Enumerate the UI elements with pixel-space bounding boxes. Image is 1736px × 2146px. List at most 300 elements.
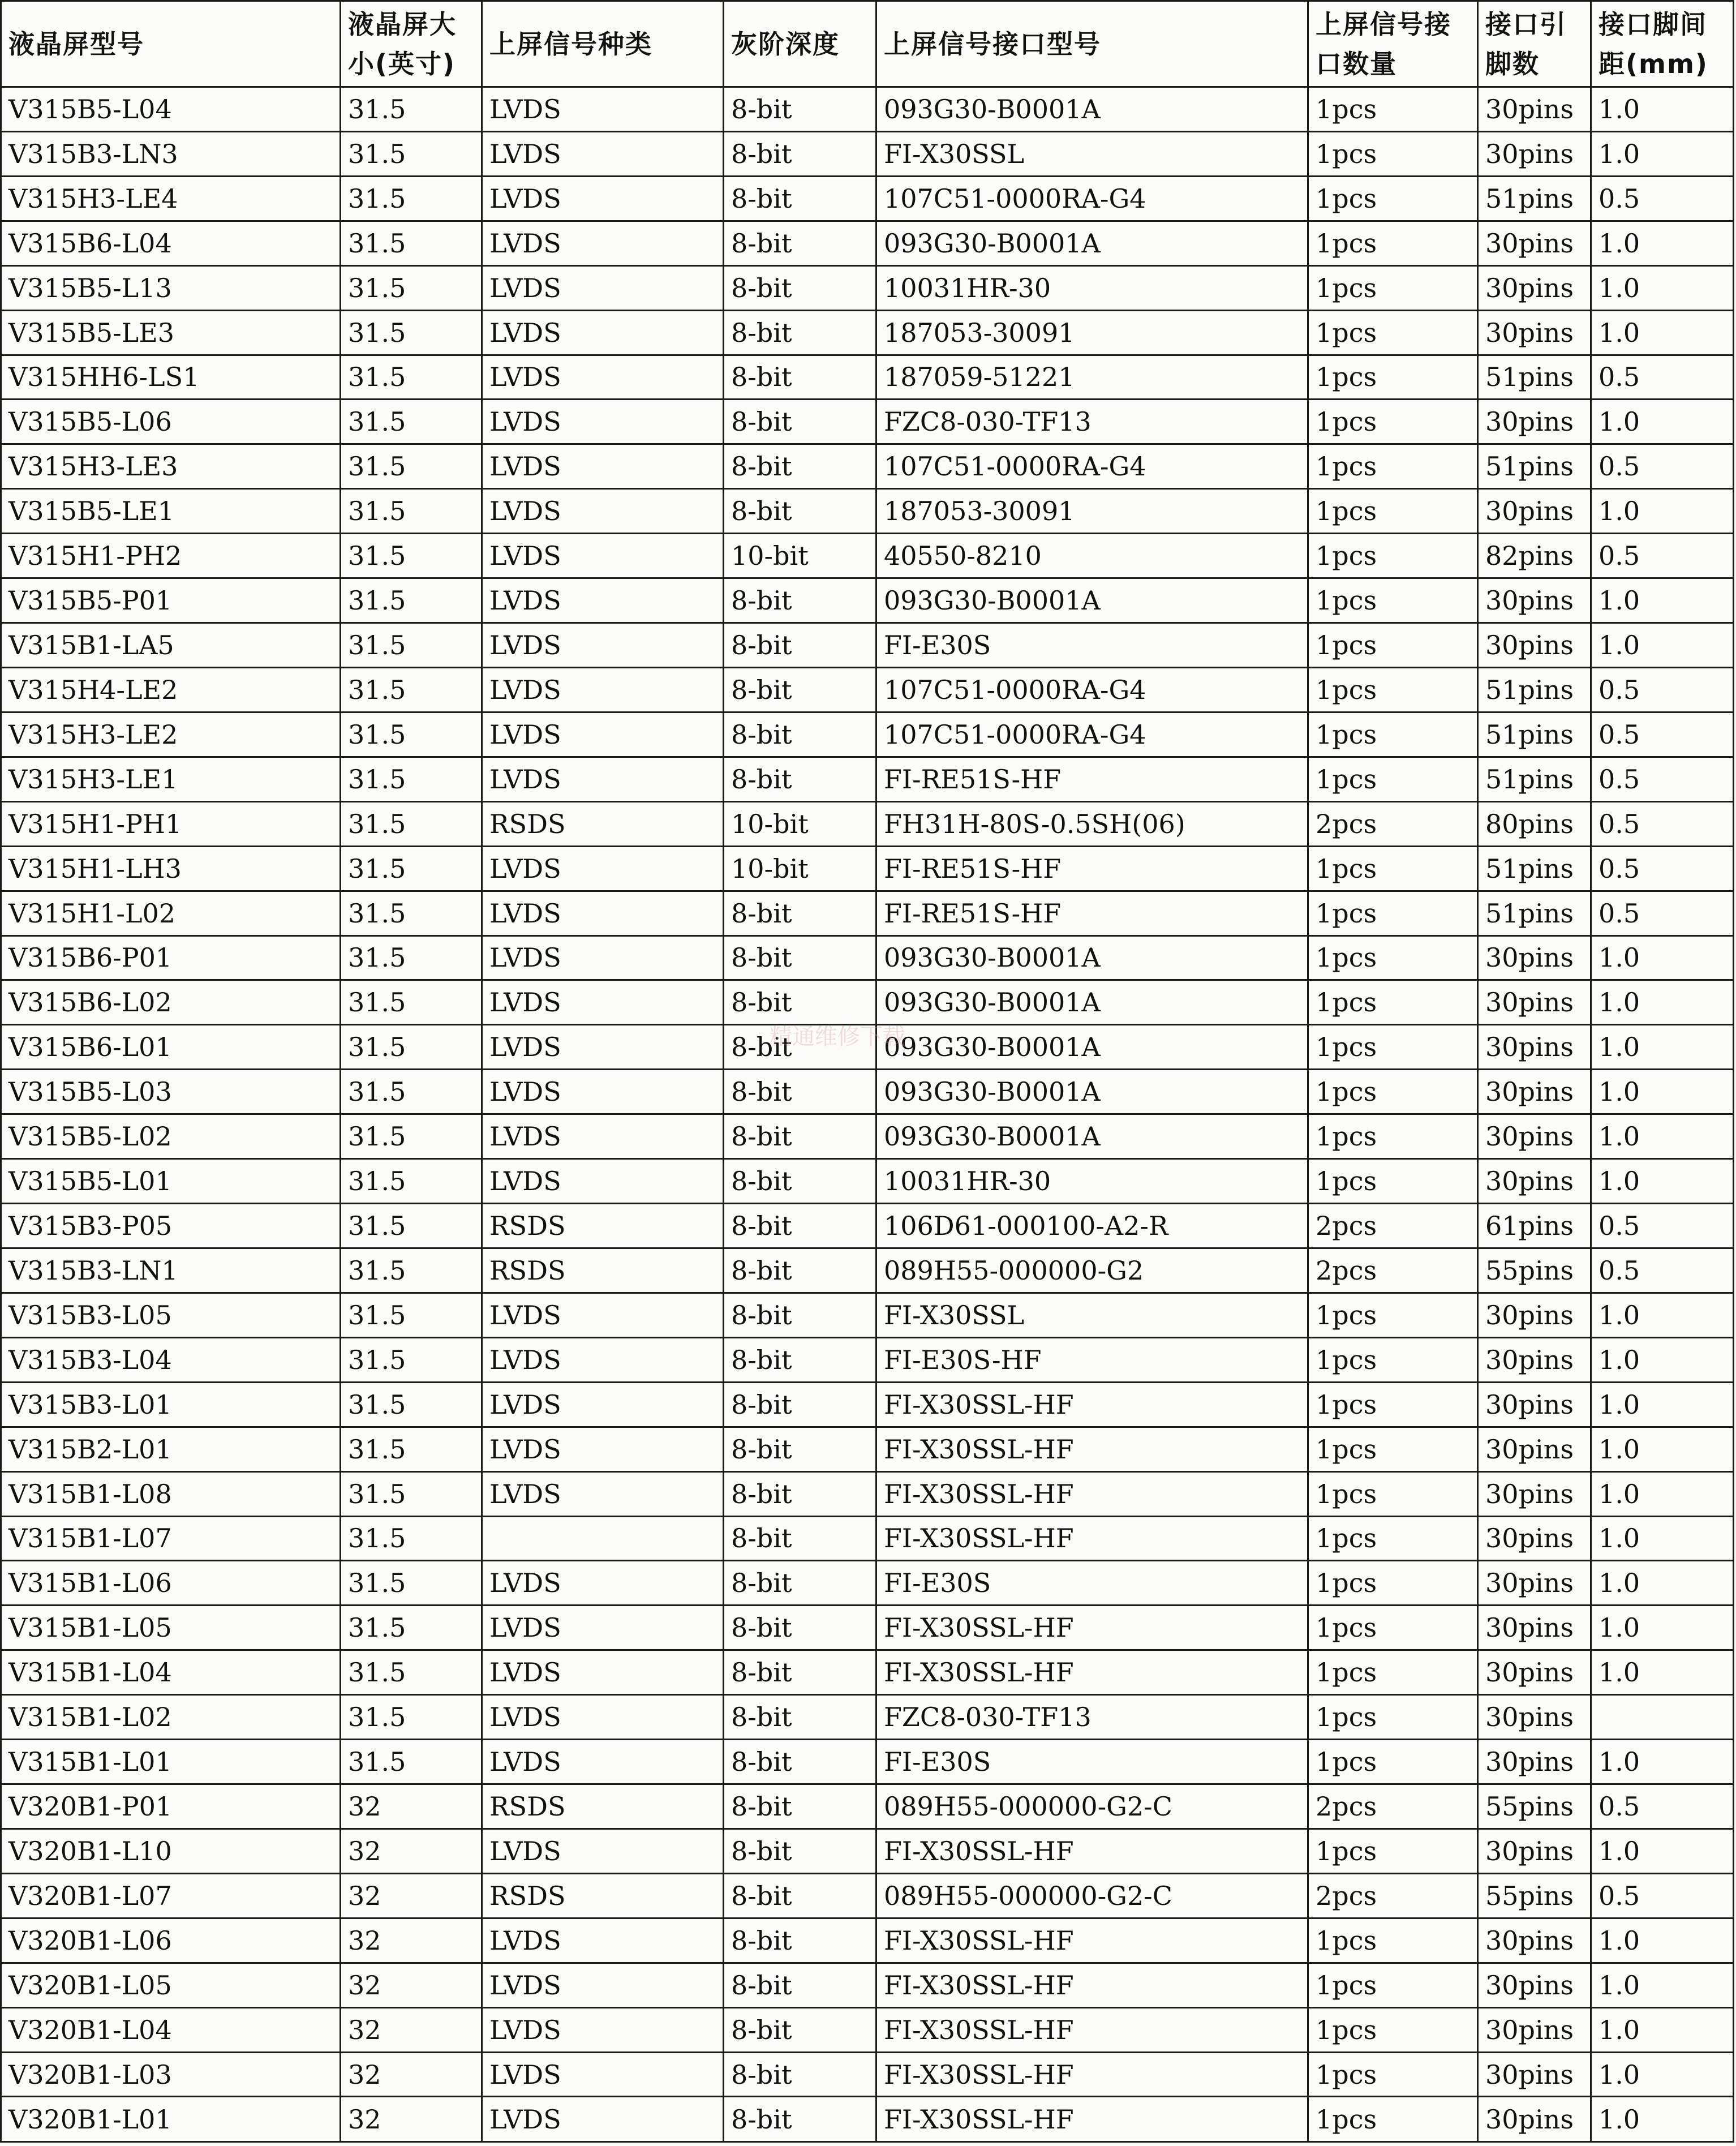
cell-pin-count: 30pins — [1478, 221, 1591, 265]
cell-panel-size: 31.5 — [341, 444, 482, 489]
table-row — [1, 1248, 1734, 1293]
cell-panel-size: 31.5 — [341, 980, 482, 1025]
cell-grayscale-depth: 8-bit — [724, 712, 876, 757]
table-row — [1, 176, 1734, 221]
cell-grayscale-depth: 8-bit — [724, 1740, 876, 1784]
cell-grayscale-depth: 8-bit — [724, 623, 876, 668]
cell-pin-pitch: 1.0 — [1591, 1650, 1734, 1695]
cell-panel-size: 31.5 — [341, 891, 482, 935]
cell-panel-model: V315H3-LE3 — [1, 444, 341, 489]
cell-panel-model: V315B5-L04 — [1, 87, 341, 132]
cell-pin-pitch: 1.0 — [1591, 1427, 1734, 1471]
cell-panel-size: 32 — [341, 1829, 482, 1873]
cell-signal-type: LVDS — [482, 757, 724, 801]
cell-connector-count: 1pcs — [1308, 355, 1478, 400]
cell-connector-model: 187059-51221 — [876, 355, 1308, 400]
cell-panel-model: V315B1-L07 — [1, 1516, 341, 1561]
cell-pin-count: 51pins — [1478, 712, 1591, 757]
cell-pin-count: 30pins — [1478, 1427, 1591, 1471]
cell-panel-model: V315B6-L01 — [1, 1025, 341, 1070]
cell-panel-model: V315H1-PH2 — [1, 534, 341, 578]
cell-grayscale-depth: 8-bit — [724, 310, 876, 355]
cell-signal-type: LVDS — [482, 1471, 724, 1516]
cell-panel-size: 31.5 — [341, 1650, 482, 1695]
cell-signal-type: LVDS — [482, 1293, 724, 1337]
cell-connector-model: FI-X30SSL-HF — [876, 1650, 1308, 1695]
cell-connector-model: FI-X30SSL-HF — [876, 2007, 1308, 2052]
cell-grayscale-depth: 8-bit — [724, 87, 876, 132]
cell-panel-size: 31.5 — [341, 310, 482, 355]
table-row — [1, 667, 1734, 712]
cell-grayscale-depth: 8-bit — [724, 1918, 876, 1963]
cell-signal-type: LVDS — [482, 578, 724, 623]
table-row — [1, 1873, 1734, 1918]
table-row — [1, 935, 1734, 980]
cell-pin-pitch: 0.5 — [1591, 1204, 1734, 1248]
cell-panel-size: 32 — [341, 2007, 482, 2052]
cell-connector-count: 1pcs — [1308, 489, 1478, 534]
cell-panel-model: V315B3-LN1 — [1, 1248, 341, 1293]
cell-panel-model: V320B1-P01 — [1, 1784, 341, 1829]
cell-connector-model: FI-E30S — [876, 1561, 1308, 1606]
cell-connector-count: 1pcs — [1308, 1114, 1478, 1159]
cell-connector-model: 107C51-0000RA-G4 — [876, 667, 1308, 712]
cell-pin-pitch: 1.0 — [1591, 1606, 1734, 1650]
cell-pin-pitch: 1.0 — [1591, 1829, 1734, 1873]
cell-pin-count: 30pins — [1478, 1918, 1591, 1963]
cell-pin-pitch: 0.5 — [1591, 846, 1734, 891]
table-row — [1, 1293, 1734, 1337]
cell-panel-size: 31.5 — [341, 1606, 482, 1650]
table-row — [1, 489, 1734, 534]
cell-panel-model: V320B1-L04 — [1, 2007, 341, 2052]
cell-pin-count: 30pins — [1478, 1963, 1591, 2007]
cell-pin-pitch: 1.0 — [1591, 2007, 1734, 2052]
cell-grayscale-depth: 8-bit — [724, 1337, 876, 1382]
cell-connector-model: FZC8-030-TF13 — [876, 1695, 1308, 1740]
cell-connector-model: 10031HR-30 — [876, 1159, 1308, 1204]
cell-grayscale-depth: 10-bit — [724, 534, 876, 578]
cell-panel-size: 32 — [341, 1784, 482, 1829]
cell-pin-pitch: 1.0 — [1591, 1070, 1734, 1114]
cell-panel-model: V315B5-P01 — [1, 578, 341, 623]
cell-connector-model: 093G30-B0001A — [876, 221, 1308, 265]
cell-connector-count: 1pcs — [1308, 1740, 1478, 1784]
cell-connector-count: 1pcs — [1308, 1159, 1478, 1204]
cell-pin-count: 30pins — [1478, 265, 1591, 310]
cell-pin-count: 80pins — [1478, 801, 1591, 846]
cell-connector-count: 2pcs — [1308, 1873, 1478, 1918]
cell-panel-size: 32 — [341, 2097, 482, 2142]
cell-grayscale-depth: 8-bit — [724, 355, 876, 400]
cell-grayscale-depth: 8-bit — [724, 131, 876, 176]
cell-pin-count: 30pins — [1478, 1561, 1591, 1606]
cell-connector-model: FI-X30SSL — [876, 1293, 1308, 1337]
cell-pin-pitch: 1.0 — [1591, 1025, 1734, 1070]
cell-signal-type: LVDS — [482, 667, 724, 712]
cell-panel-model: V315H1-L02 — [1, 891, 341, 935]
cell-connector-count: 1pcs — [1308, 712, 1478, 757]
cell-pin-pitch: 1.0 — [1591, 87, 1734, 132]
cell-connector-count: 1pcs — [1308, 1606, 1478, 1650]
cell-connector-count: 1pcs — [1308, 1382, 1478, 1427]
cell-pin-count: 30pins — [1478, 1025, 1591, 1070]
cell-grayscale-depth: 8-bit — [724, 1293, 876, 1337]
cell-pin-pitch: 0.5 — [1591, 1873, 1734, 1918]
cell-pin-count: 30pins — [1478, 1293, 1591, 1337]
cell-grayscale-depth: 8-bit — [724, 1159, 876, 1204]
cell-panel-size: 31.5 — [341, 265, 482, 310]
cell-grayscale-depth: 8-bit — [724, 1382, 876, 1427]
cell-panel-model: V315B1-LA5 — [1, 623, 341, 668]
cell-connector-count: 1pcs — [1308, 1471, 1478, 1516]
cell-pin-pitch: 1.0 — [1591, 1159, 1734, 1204]
cell-signal-type: LVDS — [482, 1695, 724, 1740]
cell-pin-count: 30pins — [1478, 1695, 1591, 1740]
cell-connector-model: 40550-8210 — [876, 534, 1308, 578]
table-row — [1, 891, 1734, 935]
cell-panel-model: V315B1-L01 — [1, 1740, 341, 1784]
cell-panel-model: V315B3-P05 — [1, 1204, 341, 1248]
header-grayscale-depth: 灰阶深度 — [724, 1, 876, 87]
cell-signal-type: LVDS — [482, 712, 724, 757]
cell-panel-model: V315B6-L02 — [1, 980, 341, 1025]
table-row — [1, 2007, 1734, 2052]
cell-pin-pitch: 0.5 — [1591, 801, 1734, 846]
cell-pin-count: 55pins — [1478, 1784, 1591, 1829]
cell-connector-model: 093G30-B0001A — [876, 980, 1308, 1025]
cell-pin-count: 30pins — [1478, 2097, 1591, 2142]
cell-connector-model: FI-RE51S-HF — [876, 891, 1308, 935]
cell-grayscale-depth: 8-bit — [724, 265, 876, 310]
cell-pin-count: 30pins — [1478, 87, 1591, 132]
cell-grayscale-depth: 8-bit — [724, 578, 876, 623]
cell-pin-count: 30pins — [1478, 2007, 1591, 2052]
cell-connector-model: FI-X30SSL-HF — [876, 1918, 1308, 1963]
cell-panel-size: 32 — [341, 2052, 482, 2097]
cell-panel-size: 31.5 — [341, 534, 482, 578]
cell-panel-model: V315B1-L06 — [1, 1561, 341, 1606]
cell-connector-count: 1pcs — [1308, 176, 1478, 221]
cell-signal-type: RSDS — [482, 1248, 724, 1293]
cell-signal-type: LVDS — [482, 87, 724, 132]
cell-panel-size: 31.5 — [341, 1695, 482, 1740]
cell-pin-pitch: 0.5 — [1591, 891, 1734, 935]
cell-connector-count: 1pcs — [1308, 400, 1478, 444]
cell-panel-size: 31.5 — [341, 1159, 482, 1204]
cell-panel-model: V315B3-L04 — [1, 1337, 341, 1382]
header-panel-model: 液晶屏型号 — [1, 1, 341, 87]
table-row — [1, 1740, 1734, 1784]
cell-signal-type: LVDS — [482, 1159, 724, 1204]
cell-panel-model: V315B5-L02 — [1, 1114, 341, 1159]
table-row — [1, 1114, 1734, 1159]
table-row — [1, 1427, 1734, 1471]
cell-pin-count: 30pins — [1478, 578, 1591, 623]
table-row — [1, 1650, 1734, 1695]
cell-panel-model: V320B1-L03 — [1, 2052, 341, 2097]
cell-connector-model: FI-X30SSL-HF — [876, 1963, 1308, 2007]
cell-pin-count: 30pins — [1478, 935, 1591, 980]
cell-pin-pitch: 1.0 — [1591, 1382, 1734, 1427]
cell-panel-model: V320B1-L10 — [1, 1829, 341, 1873]
cell-panel-size: 31.5 — [341, 131, 482, 176]
cell-panel-model: V315B1-L05 — [1, 1606, 341, 1650]
cell-signal-type: RSDS — [482, 801, 724, 846]
cell-pin-count: 30pins — [1478, 1606, 1591, 1650]
cell-panel-model: V315H3-LE2 — [1, 712, 341, 757]
cell-pin-count: 30pins — [1478, 1516, 1591, 1561]
cell-panel-size: 32 — [341, 1918, 482, 1963]
cell-connector-model: FI-X30SSL-HF — [876, 1606, 1308, 1650]
table-row — [1, 1516, 1734, 1561]
cell-panel-model: V315B1-L04 — [1, 1650, 341, 1695]
cell-connector-model: 10031HR-30 — [876, 265, 1308, 310]
cell-connector-count: 1pcs — [1308, 1918, 1478, 1963]
cell-signal-type: LVDS — [482, 1114, 724, 1159]
cell-pin-pitch: 1.0 — [1591, 1471, 1734, 1516]
cell-panel-model: V315B3-L05 — [1, 1293, 341, 1337]
cell-panel-model: V315H1-PH1 — [1, 801, 341, 846]
cell-connector-count: 1pcs — [1308, 444, 1478, 489]
cell-connector-count: 1pcs — [1308, 757, 1478, 801]
cell-grayscale-depth: 10-bit — [724, 846, 876, 891]
cell-panel-model: V315B5-LE1 — [1, 489, 341, 534]
cell-panel-model: V315B5-L13 — [1, 265, 341, 310]
cell-panel-size: 31.5 — [341, 1561, 482, 1606]
cell-connector-model: 107C51-0000RA-G4 — [876, 176, 1308, 221]
cell-grayscale-depth: 8-bit — [724, 1204, 876, 1248]
cell-pin-pitch: 1.0 — [1591, 980, 1734, 1025]
cell-connector-model: 093G30-B0001A — [876, 935, 1308, 980]
cell-pin-count: 30pins — [1478, 980, 1591, 1025]
cell-pin-pitch: 1.0 — [1591, 489, 1734, 534]
table-row — [1, 444, 1734, 489]
cell-pin-pitch: 0.5 — [1591, 176, 1734, 221]
table-row — [1, 265, 1734, 310]
cell-pin-pitch: 0.5 — [1591, 1248, 1734, 1293]
cell-pin-count: 51pins — [1478, 667, 1591, 712]
cell-connector-model: 107C51-0000RA-G4 — [876, 444, 1308, 489]
cell-panel-size: 31.5 — [341, 176, 482, 221]
cell-panel-size: 31.5 — [341, 757, 482, 801]
cell-connector-model: FI-X30SSL-HF — [876, 2097, 1308, 2142]
cell-signal-type: LVDS — [482, 1606, 724, 1650]
cell-signal-type: LVDS — [482, 265, 724, 310]
table-row — [1, 1070, 1734, 1114]
cell-connector-count: 1pcs — [1308, 1427, 1478, 1471]
cell-connector-model: FI-RE51S-HF — [876, 846, 1308, 891]
cell-pin-pitch: 1.0 — [1591, 1963, 1734, 2007]
table-row — [1, 221, 1734, 265]
cell-grayscale-depth: 8-bit — [724, 176, 876, 221]
cell-connector-count: 1pcs — [1308, 2007, 1478, 2052]
cell-grayscale-depth: 8-bit — [724, 935, 876, 980]
cell-grayscale-depth: 8-bit — [724, 400, 876, 444]
header-panel-size: 液晶屏大小(英寸) — [341, 1, 482, 87]
cell-grayscale-depth: 8-bit — [724, 980, 876, 1025]
cell-panel-size: 31.5 — [341, 846, 482, 891]
cell-grayscale-depth: 8-bit — [724, 1070, 876, 1114]
cell-panel-size: 31.5 — [341, 623, 482, 668]
table-body — [1, 87, 1734, 2142]
cell-pin-count: 51pins — [1478, 444, 1591, 489]
cell-connector-count: 2pcs — [1308, 1784, 1478, 1829]
cell-connector-model: 093G30-B0001A — [876, 1114, 1308, 1159]
cell-grayscale-depth: 8-bit — [724, 489, 876, 534]
cell-signal-type: LVDS — [482, 310, 724, 355]
cell-connector-count: 1pcs — [1308, 265, 1478, 310]
cell-connector-count: 1pcs — [1308, 667, 1478, 712]
cell-connector-count: 1pcs — [1308, 1070, 1478, 1114]
header-pin-count: 接口引脚数 — [1478, 1, 1591, 87]
table-row — [1, 757, 1734, 801]
cell-connector-model: FI-X30SSL-HF — [876, 1382, 1308, 1427]
cell-connector-model: 093G30-B0001A — [876, 1070, 1308, 1114]
cell-pin-pitch: 0.5 — [1591, 1784, 1734, 1829]
cell-pin-pitch: 1.0 — [1591, 578, 1734, 623]
cell-pin-count: 51pins — [1478, 355, 1591, 400]
cell-signal-type: LVDS — [482, 1829, 724, 1873]
cell-panel-model: V315B2-L01 — [1, 1427, 341, 1471]
cell-panel-size: 31.5 — [341, 667, 482, 712]
cell-pin-pitch: 1.0 — [1591, 131, 1734, 176]
cell-connector-count: 1pcs — [1308, 2097, 1478, 2142]
table-row — [1, 355, 1734, 400]
cell-signal-type: LVDS — [482, 444, 724, 489]
cell-panel-model: V315B1-L02 — [1, 1695, 341, 1740]
header-signal-type: 上屏信号种类 — [482, 1, 724, 87]
table-row — [1, 980, 1734, 1025]
table-row — [1, 623, 1734, 668]
cell-pin-count: 30pins — [1478, 131, 1591, 176]
cell-panel-size: 31.5 — [341, 87, 482, 132]
table-row — [1, 87, 1734, 132]
cell-panel-size: 31.5 — [341, 1248, 482, 1293]
cell-signal-type: LVDS — [482, 2007, 724, 2052]
table-row — [1, 1204, 1734, 1248]
cell-grayscale-depth: 8-bit — [724, 1561, 876, 1606]
cell-connector-model: FI-X30SSL-HF — [876, 2052, 1308, 2097]
cell-pin-pitch: 1.0 — [1591, 265, 1734, 310]
table-row — [1, 2097, 1734, 2142]
cell-grayscale-depth: 8-bit — [724, 667, 876, 712]
cell-panel-model: V320B1-L06 — [1, 1918, 341, 1963]
cell-connector-model: FI-E30S-HF — [876, 1337, 1308, 1382]
cell-grayscale-depth: 8-bit — [724, 1695, 876, 1740]
cell-grayscale-depth: 8-bit — [724, 2007, 876, 2052]
cell-grayscale-depth: 8-bit — [724, 1025, 876, 1070]
cell-connector-count: 1pcs — [1308, 1695, 1478, 1740]
cell-pin-pitch: 1.0 — [1591, 1516, 1734, 1561]
table-row — [1, 400, 1734, 444]
cell-panel-model: V320B1-L01 — [1, 2097, 341, 2142]
table-row — [1, 310, 1734, 355]
cell-panel-size: 31.5 — [341, 489, 482, 534]
cell-grayscale-depth: 8-bit — [724, 1427, 876, 1471]
cell-grayscale-depth: 8-bit — [724, 1606, 876, 1650]
cell-connector-model: 106D61-000100-A2-R — [876, 1204, 1308, 1248]
cell-connector-model: FZC8-030-TF13 — [876, 400, 1308, 444]
cell-panel-size: 31.5 — [341, 1204, 482, 1248]
cell-pin-count: 30pins — [1478, 1650, 1591, 1695]
cell-pin-pitch: 0.5 — [1591, 667, 1734, 712]
cell-pin-pitch: 0.5 — [1591, 757, 1734, 801]
cell-connector-model: 107C51-0000RA-G4 — [876, 712, 1308, 757]
cell-pin-count: 30pins — [1478, 489, 1591, 534]
cell-pin-pitch: 1.0 — [1591, 2097, 1734, 2142]
cell-signal-type: LVDS — [482, 1025, 724, 1070]
cell-connector-count: 1pcs — [1308, 1293, 1478, 1337]
cell-connector-model: 093G30-B0001A — [876, 87, 1308, 132]
cell-panel-model: V315B5-L01 — [1, 1159, 341, 1204]
cell-connector-count: 1pcs — [1308, 1829, 1478, 1873]
cell-grayscale-depth: 8-bit — [724, 757, 876, 801]
cell-pin-count: 30pins — [1478, 1070, 1591, 1114]
cell-grayscale-depth: 8-bit — [724, 1650, 876, 1695]
cell-panel-model: V315B1-L08 — [1, 1471, 341, 1516]
cell-panel-size: 31.5 — [341, 221, 482, 265]
cell-pin-count: 61pins — [1478, 1204, 1591, 1248]
cell-panel-model: V320B1-L05 — [1, 1963, 341, 2007]
cell-signal-type: LVDS — [482, 980, 724, 1025]
cell-pin-count: 30pins — [1478, 310, 1591, 355]
cell-pin-count: 30pins — [1478, 1471, 1591, 1516]
cell-pin-count: 30pins — [1478, 2052, 1591, 2097]
cell-connector-model: FI-X30SSL — [876, 131, 1308, 176]
cell-signal-type: RSDS — [482, 1204, 724, 1248]
cell-connector-count: 1pcs — [1308, 310, 1478, 355]
table-row — [1, 1918, 1734, 1963]
cell-connector-model: 187053-30091 — [876, 310, 1308, 355]
cell-pin-count: 51pins — [1478, 176, 1591, 221]
cell-pin-count: 30pins — [1478, 1382, 1591, 1427]
cell-panel-model: V315B6-P01 — [1, 935, 341, 980]
header-row — [1, 1, 1734, 87]
cell-signal-type: LVDS — [482, 1918, 724, 1963]
cell-pin-pitch: 1.0 — [1591, 935, 1734, 980]
cell-connector-count: 1pcs — [1308, 1561, 1478, 1606]
cell-signal-type: LVDS — [482, 176, 724, 221]
cell-panel-model: V315B5-L03 — [1, 1070, 341, 1114]
cell-connector-count: 1pcs — [1308, 1650, 1478, 1695]
cell-connector-model: FI-X30SSL-HF — [876, 1829, 1308, 1873]
cell-connector-model: FI-E30S — [876, 623, 1308, 668]
cell-pin-pitch: 0.5 — [1591, 444, 1734, 489]
table-row — [1, 1561, 1734, 1606]
cell-pin-pitch: 1.0 — [1591, 1561, 1734, 1606]
header-pin-pitch: 接口脚间距(mm) — [1591, 1, 1734, 87]
cell-panel-size: 31.5 — [341, 1293, 482, 1337]
cell-grayscale-depth: 8-bit — [724, 2052, 876, 2097]
cell-connector-count: 1pcs — [1308, 980, 1478, 1025]
table-row — [1, 1784, 1734, 1829]
cell-panel-model: V315B5-LE3 — [1, 310, 341, 355]
cell-pin-pitch: 1.0 — [1591, 1293, 1734, 1337]
cell-connector-count: 1pcs — [1308, 846, 1478, 891]
cell-panel-size: 31.5 — [341, 355, 482, 400]
cell-grayscale-depth: 8-bit — [724, 2097, 876, 2142]
cell-signal-type: LVDS — [482, 400, 724, 444]
cell-pin-pitch: 0.5 — [1591, 712, 1734, 757]
cell-grayscale-depth: 8-bit — [724, 1516, 876, 1561]
cell-pin-count: 51pins — [1478, 846, 1591, 891]
cell-connector-count: 1pcs — [1308, 1516, 1478, 1561]
cell-connector-count: 1pcs — [1308, 131, 1478, 176]
cell-grayscale-depth: 10-bit — [724, 801, 876, 846]
cell-connector-count: 2pcs — [1308, 801, 1478, 846]
cell-pin-count: 55pins — [1478, 1873, 1591, 1918]
